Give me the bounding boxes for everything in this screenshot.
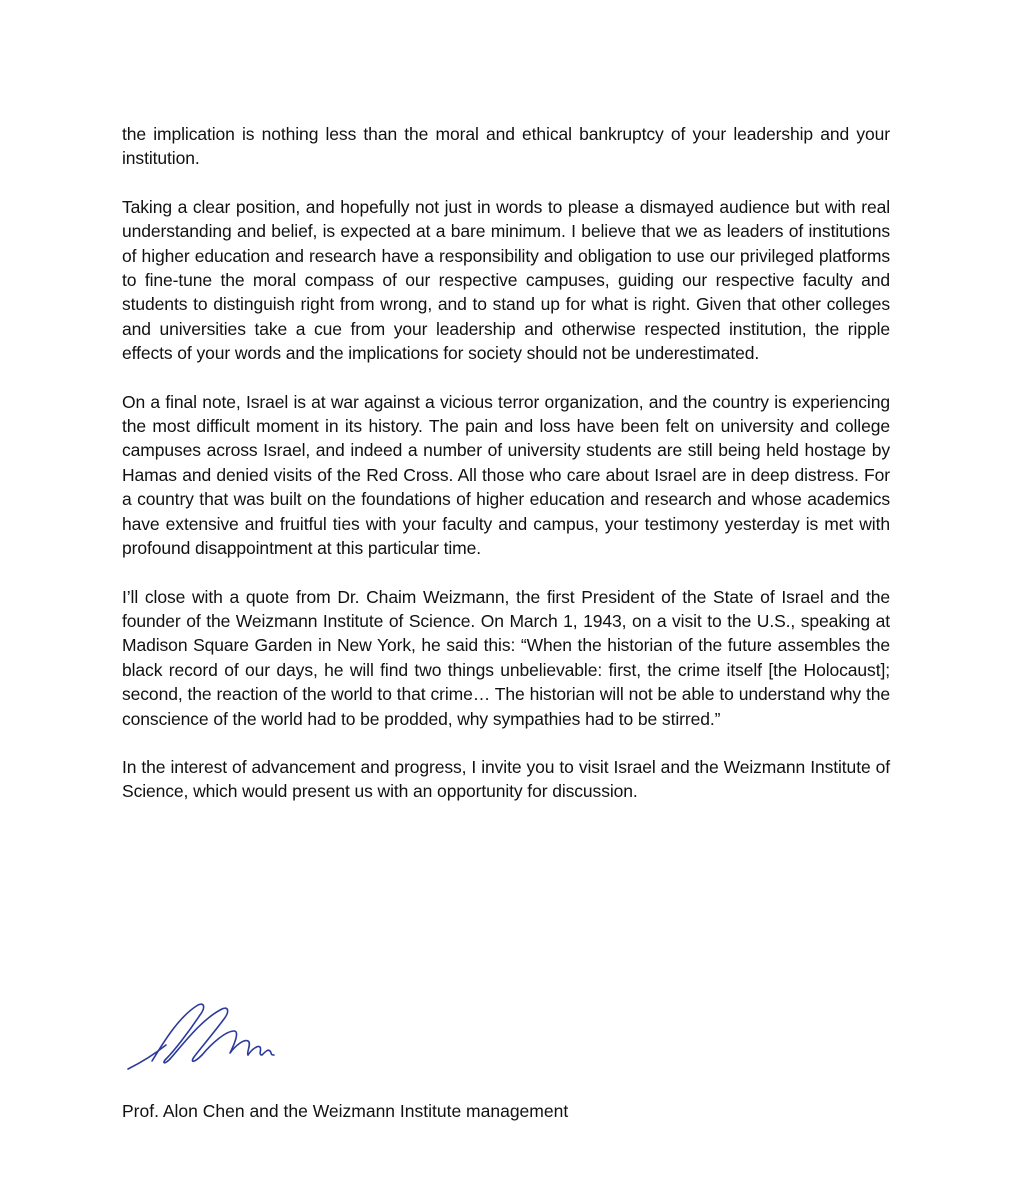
paragraph-final-note: On a final note, Israel is at war against a vicious terror organization, and the country is experiencing the most difficult moment in its history. The pain and loss have been felt on university and college campuses across Israel, and indeed a number of university students are still being held hostage by Hamas and denied visits of the Red Cross. All those who care about Israel are in deep distress. For a country that was built on the foundations of higher education and research and whose academics have extensive and fruitful ties with your faculty and campus, your testimony yesterday is met with profound disappointment at this particular time. xyxy=(122,391,890,559)
signer-name: Prof. Alon Chen and the Weizmann Institute management xyxy=(122,1101,569,1121)
paragraph-weizmann-quote: I’ll close with a quote from Dr. Chaim Weizmann, the first President of the State of Israel and the founder of the Weizmann Institute of Science. On March 1, 1943, on a visit to the U.S., speaking at Madison Square Garden in New York, he said this: “When the historian of the future assembles the black record of our days, he will find two things unbelievable: first, the crime itself [the Holocaust]; second, the reaction of the world to that crime… The historian will not be able to understand why the conscience of the world had to be prodded, why sympathies had to be stirred.” xyxy=(122,586,890,729)
paragraph-clear-position: Taking a clear position, and hopefully not just in words to please a dismayed audience but with real understanding and belief, is expected at a bare minimum. I believe that we as leaders of institutions of higher education and research have a responsibility and obligation to use our privileged platforms to fine-tune the moral compass of our respective campuses, guiding our respective faculty and students to distinguish right from wrong, and to stand up for what is right. Given that other colleges and universities take a cue from your leadership and otherwise respected institution, the ripple effects of your words and the implications for society should not be underestimated. xyxy=(122,196,890,364)
signature-icon xyxy=(122,995,292,1075)
paragraph-implication: the implication is nothing less than the moral and ethical bankruptcy of your leadership and your institution. xyxy=(122,124,890,169)
letter-body xyxy=(122,122,890,828)
paragraph-invitation: In the interest of advancement and progress, I invite you to visit Israel and the Weizmann Institute of Science, which would present us with an opportunity for discussion. xyxy=(122,756,890,802)
